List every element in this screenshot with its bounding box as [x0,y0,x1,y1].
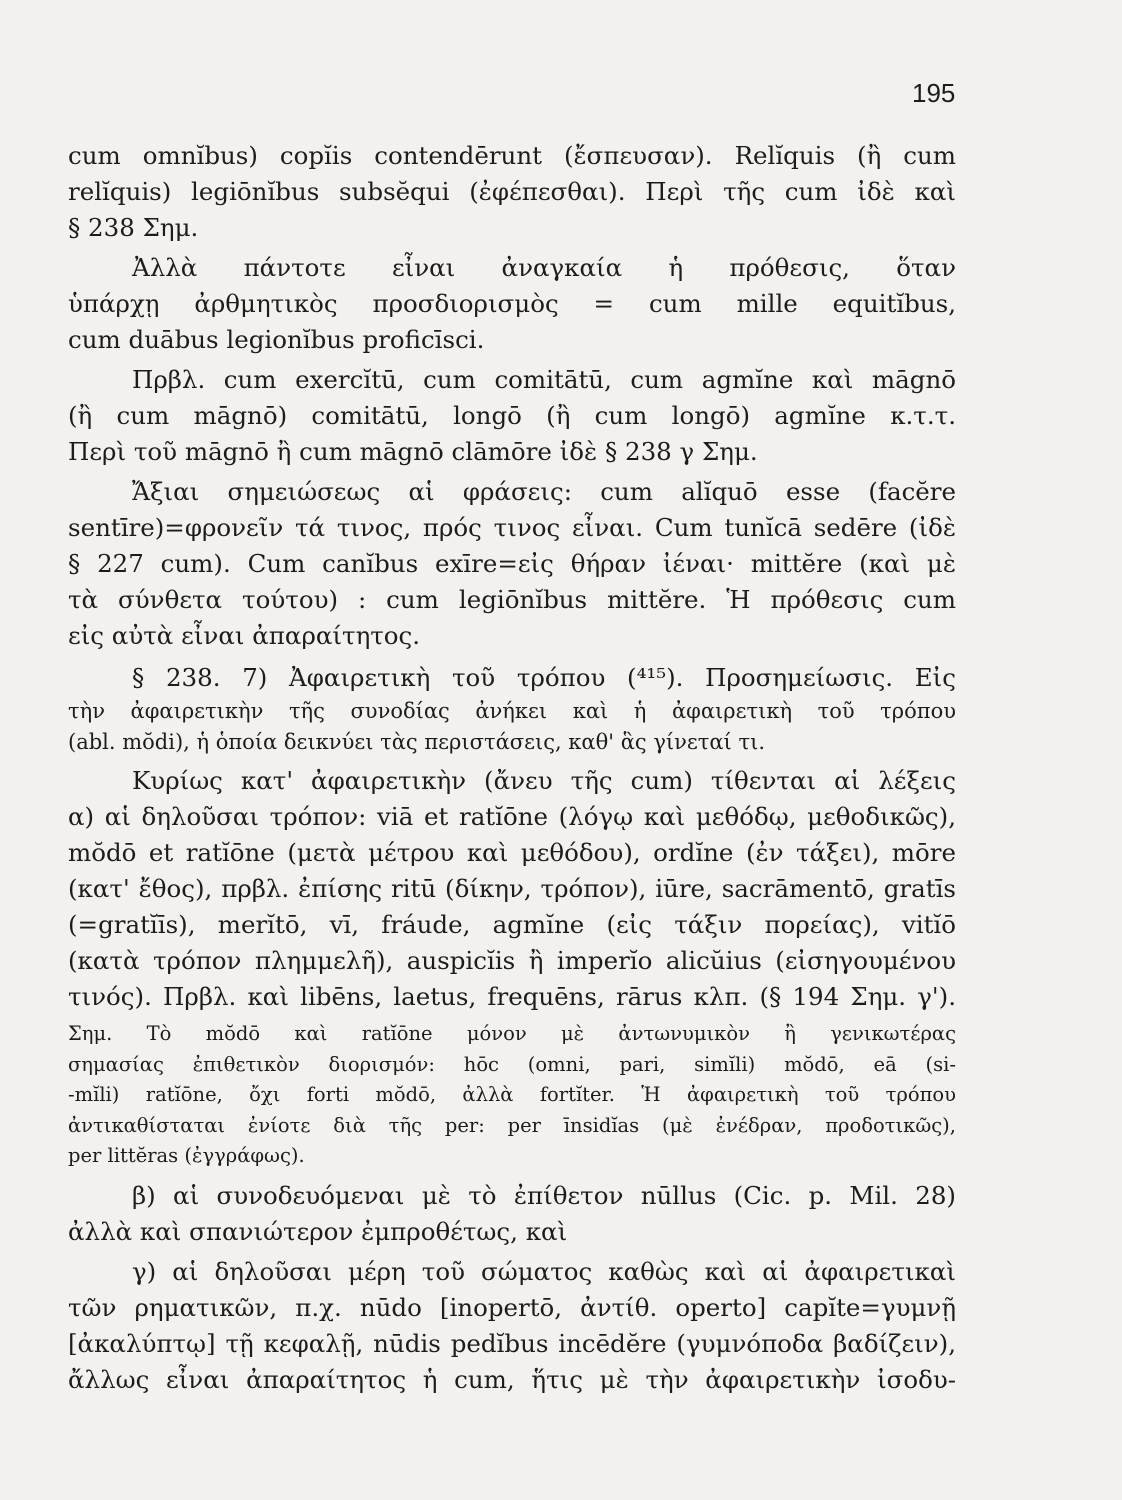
note-line: per littĕras (ἐγγράφως). [68,1144,305,1167]
text-line: § 238 Σημ. [68,213,199,242]
text-line: (ἢ cum māgnō) comitātū, longō (ἢ cum longō) agmĭne κ.τ.τ. [68,401,956,430]
text-line: cum duābus legionĭbus proficīsci. [68,325,485,354]
text-line: Πρβλ. cum exercĭtū, cum comitātū, cum agmĭne καὶ māgnō [132,365,956,394]
body-text [68,138,956,1398]
text-line: (abl. mŏdi), ἡ ὁποία δεικνύει τὰς περιστάσεις, καθ' ἃς γίνεταί τι. [68,729,765,754]
text-line: τῶν ρηματικῶν, π.χ. nūdo [inopertō, ἀντίθ. operto] capĭte=γυμνῇ [68,1292,956,1322]
text-line: ἀλλὰ καὶ σπανιώτερον ἐμπροθέτως, καὶ [68,1216,568,1246]
text-line: γ) αἱ δηλοῦσαι μέρη τοῦ σώματος καθὼς καὶ αἱ ἀφαιρετικαὶ [132,1256,956,1286]
text-line: sentīre)=φρονεῖν τά τινος, πρός τινος εἶναι. Cum tunĭcā sedēre (ἰδὲ [68,513,956,542]
section-heading: § 238. 7) Ἀφαιρετικὴ τοῦ τρόπου (⁴¹⁵). Προσημείωσις. Εἰς [132,663,956,692]
note-line: -mĭli) ratĭōne, ὄχι forti mŏdō, ἀλλὰ fortĭter. Ἡ ἀφαιρετικὴ τοῦ τρόπου [68,1083,956,1106]
text-line: τὴν ἀφαιρετικὴν τῆς συνοδίας ἀνήκει καὶ ἡ ἀφαιρετικὴ τοῦ τρόπου [68,699,956,723]
text-line: (κατ' ἔθος), πρβλ. ἐπίσης ritū (δίκην, τρόπον), iūre, sacrāmentō, gratīs [68,874,956,903]
page-number: 195 [912,78,956,108]
text-line: Περὶ τοῦ māgnō ἢ cum māgnō clāmōre ἰδὲ § 238 γ Σημ. [68,437,758,466]
text-line: § 227 cum). Cum canĭbus exīre=εἰς θήραν ἰέναι· mittĕre (καὶ μὲ [68,549,956,578]
text-line: ὑπάρχῃ ἀρθμητικὸς προσδιορισμὸς = cum mille equitĭbus, [68,289,956,318]
text-line: Κυρίως κατ' ἀφαιρετικὴν (ἄνευ τῆς cum) τίθενται αἱ λέξεις [132,766,956,795]
text-line: τὰ σύνθετα τούτου) : cum legiōnĭbus mittĕre. Ἡ πρόθεσις cum [68,585,956,614]
text-line: (κατὰ τρόπον πλημμελῆ), auspicĭis ἢ imperĭo alicŭius (εἰσηγουμένου [68,946,956,975]
text-line: cum omnĭbus) copĭis contendērunt (ἔσπευσαν). Relĭquis (ἢ cum [68,141,956,170]
text-line: ἄλλως εἶναι ἀπαραίτητος ἡ cum, ἥτις μὲ τὴν ἀφαιρετικὴν ἰσοδυ- [68,1364,956,1394]
note-block [68,1019,956,1172]
text-line: (=gratĭīs), merĭtō, vī, fráude, agmĭne (εἰς τάξιν πορείας), vitĭō [68,910,956,939]
text-line: Ἄξιαι σημειώσεως αἱ φράσεις: cum alĭquō esse (facĕre [132,477,956,506]
text-line: Ἀλλὰ πάντοτε εἶναι ἀναγκαία ἡ πρόθεσις, ὅταν [132,253,956,282]
note-line: Σημ. Τὸ mŏdō καὶ ratĭōne μόνον μὲ ἀντωνυμικὸν ἢ γενικωτέρας [68,1022,956,1045]
text-line: εἰς αὐτὰ εἶναι ἀπαραίτητος. [68,621,421,650]
text-line: mŏdō et ratĭōne (μετὰ μέτρου καὶ μεθόδου), ordĭne (ἐν τάξει), mōre [68,838,956,867]
text-line: [ἀκαλύπτῳ] τῇ κεφαλῇ, nūdis pedĭbus incēdĕre (γυμνόποδα βαδίζειν), [68,1328,956,1358]
text-line: α) αἱ δηλοῦσαι τρόπον: viā et ratĭōne (λόγῳ καὶ μεθόδῳ, μεθοδικῶς), [68,802,956,831]
text-line: τινός). Πρβλ. καὶ libēns, laetus, frequēns, rārus κλπ. (§ 194 Σημ. γ'). [68,982,956,1011]
text-line: relĭquis) legiōnĭbus subsĕqui (ἐφέπεσθαι). Περὶ τῆς cum ἰδὲ καὶ [68,177,956,206]
note-line: σημασίας ἐπιθετικὸν διορισμόν: hōc (omni, pari, simĭli) mŏdō, eā (si- [68,1052,956,1076]
text-line: β) αἱ συνοδευόμεναι μὲ τὸ ἐπίθετον nūllus (Cic. p. Mil. 28) [132,1180,956,1210]
note-line: ἀντικαθίσταται ἐνίοτε διὰ τῆς per: per īnsidĭas (μὲ ἐνέδραν, προδοτικῶς), [68,1113,956,1137]
